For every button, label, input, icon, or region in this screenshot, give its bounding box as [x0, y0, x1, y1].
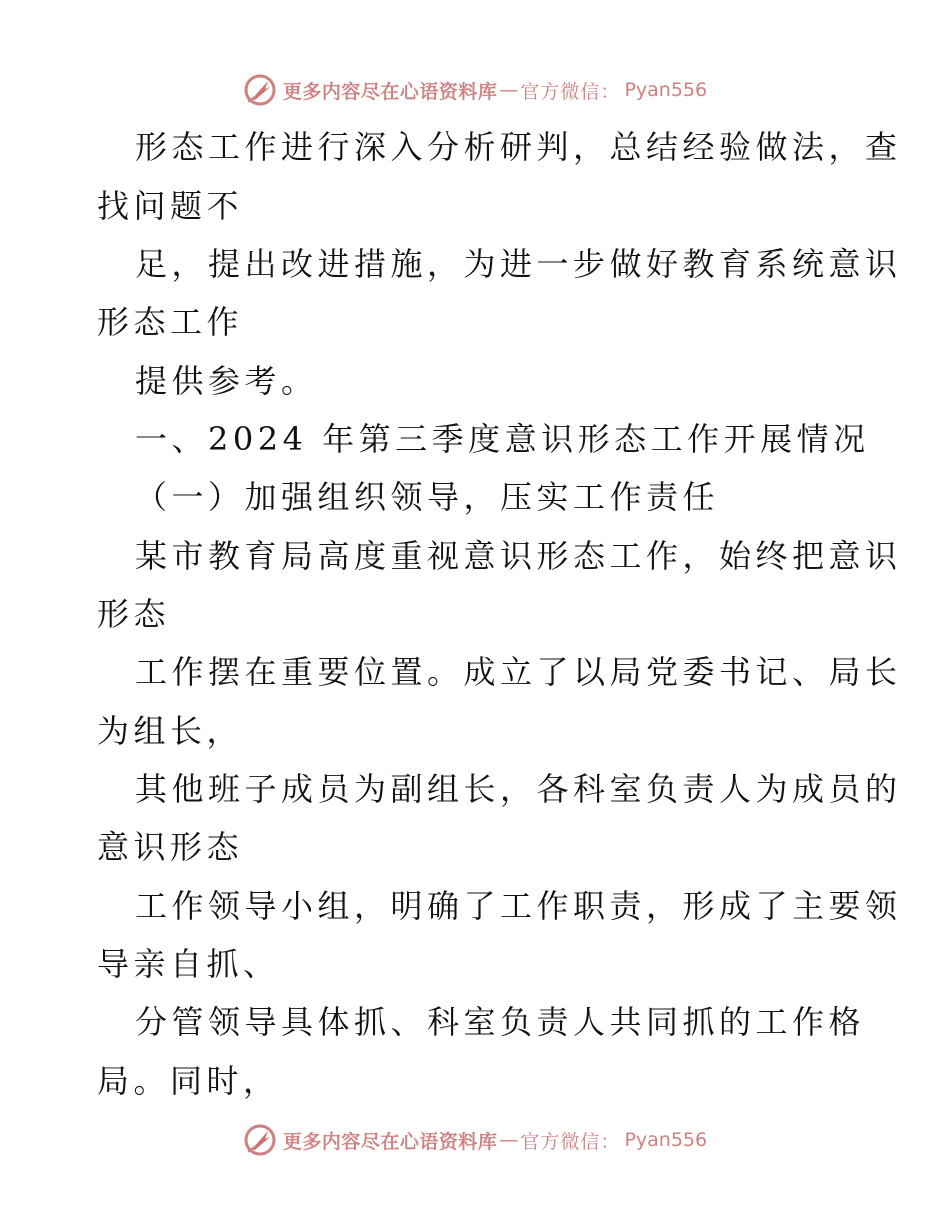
- body-line-10: 工作摆在重要位置。成立了以局党委书记、局长: [135, 653, 902, 691]
- body-line-3: 足，提出改进措施，为进一步做好教育系统意识: [135, 245, 902, 283]
- quill-pen-icon: [243, 73, 277, 107]
- subsection-heading: （一）加强组织领导，压实工作责任: [135, 478, 720, 516]
- banner-brand-text: 更多内容尽在心语资料库: [282, 1130, 498, 1153]
- body-line-14: 工作领导小组，明确了工作职责，形成了主要领: [135, 887, 902, 925]
- body-line-11: 为组长，: [97, 712, 244, 750]
- body-line-15: 导亲自抓、: [97, 945, 280, 983]
- body-line-2: 找问题不: [97, 187, 244, 225]
- banner-wechat-label: 官方微信：: [520, 80, 621, 103]
- body-line-5: 提供参考。: [135, 362, 318, 400]
- body-line-12: 其他班子成员为副组长，各科室负责人为成员的: [135, 770, 902, 808]
- banner-brand-text: 更多内容尽在心语资料库: [282, 80, 498, 103]
- body-line-8: 某市教育局高度重视意识形态工作，始终把意识: [135, 537, 902, 575]
- body-line-9: 形态: [97, 595, 171, 633]
- body-line-4: 形态工作: [97, 303, 244, 341]
- body-line-13: 意识形态: [97, 828, 244, 866]
- section-heading: 一、2024 年第三季度意识形态工作开展情况: [135, 420, 870, 458]
- body-line-17: 局。同时，: [97, 1062, 280, 1100]
- banner-wechat-label: 官方微信：: [520, 1130, 621, 1153]
- footer-watermark-banner: [0, 1120, 950, 1160]
- body-line-1: 形态工作进行深入分析研判，总结经验做法，查: [135, 128, 902, 166]
- banner-dash: —: [499, 79, 519, 101]
- banner-dash: —: [499, 1129, 519, 1151]
- quill-pen-icon: [243, 1123, 277, 1157]
- banner-wechat-id: Pyan556: [624, 1129, 708, 1151]
- header-watermark-banner: [0, 70, 950, 110]
- body-line-16: 分管领导具体抓、科室负责人共同抓的工作格: [135, 1003, 866, 1041]
- banner-wechat-id: Pyan556: [624, 79, 708, 101]
